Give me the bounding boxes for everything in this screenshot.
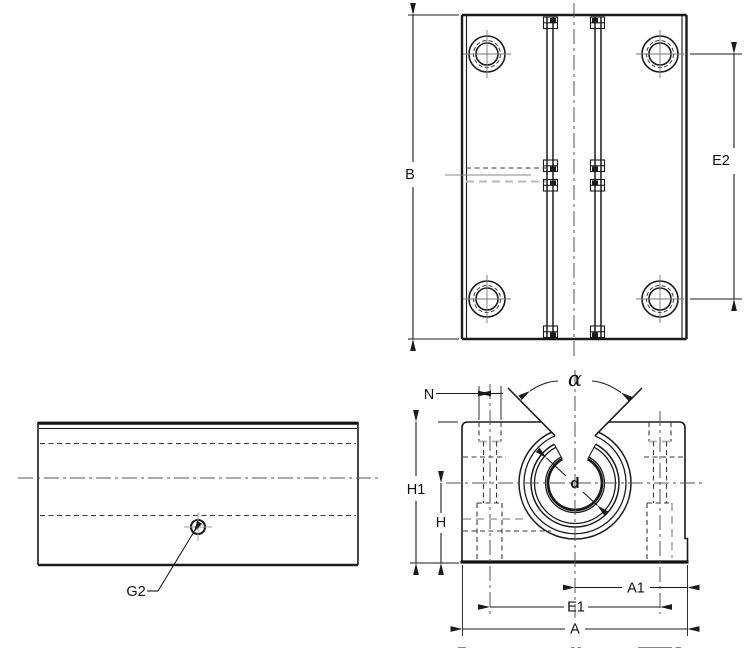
dim-alpha <box>530 367 621 393</box>
dim-label-g2: G2 <box>126 584 146 600</box>
dim-label-a1: A1 <box>627 580 645 597</box>
dim-e2 <box>690 54 742 299</box>
front-view <box>407 367 702 648</box>
hidden-hole-left <box>463 422 506 561</box>
dim-label-alpha: α <box>567 367 583 391</box>
top-view <box>405 3 742 358</box>
dim-label-n: N <box>423 387 435 403</box>
dim-label-a: A <box>570 621 580 638</box>
dim-n <box>424 386 503 420</box>
dim-b <box>405 15 459 339</box>
bolt-hole-bottom-left <box>463 275 511 323</box>
dim-label-d: d <box>570 475 580 492</box>
dim-label-e2: E2 <box>712 153 730 169</box>
bolt-hole-top-right <box>636 30 684 78</box>
dim-h <box>436 483 446 563</box>
front-view-right-outline <box>609 422 688 561</box>
slit-line-right <box>595 388 642 436</box>
bolt-hole-bottom-right <box>636 275 684 323</box>
dim-h1 <box>407 422 459 563</box>
bolt-hole-top-left <box>463 30 511 78</box>
grease-hole <box>184 513 212 541</box>
leader-g2 <box>126 533 193 601</box>
dim-label-b: B <box>405 167 415 183</box>
dim-a1 <box>575 581 688 597</box>
dim-label-e1: E1 <box>567 599 585 616</box>
dim-label-h: H <box>435 515 447 531</box>
grease-hole-hidden-lines-top <box>445 168 546 182</box>
slit-line-left <box>508 388 555 436</box>
dim-e1 <box>490 600 660 616</box>
side-view <box>18 422 378 600</box>
hidden-hole-right <box>644 422 684 561</box>
dim-label-h1: H1 <box>406 482 426 498</box>
